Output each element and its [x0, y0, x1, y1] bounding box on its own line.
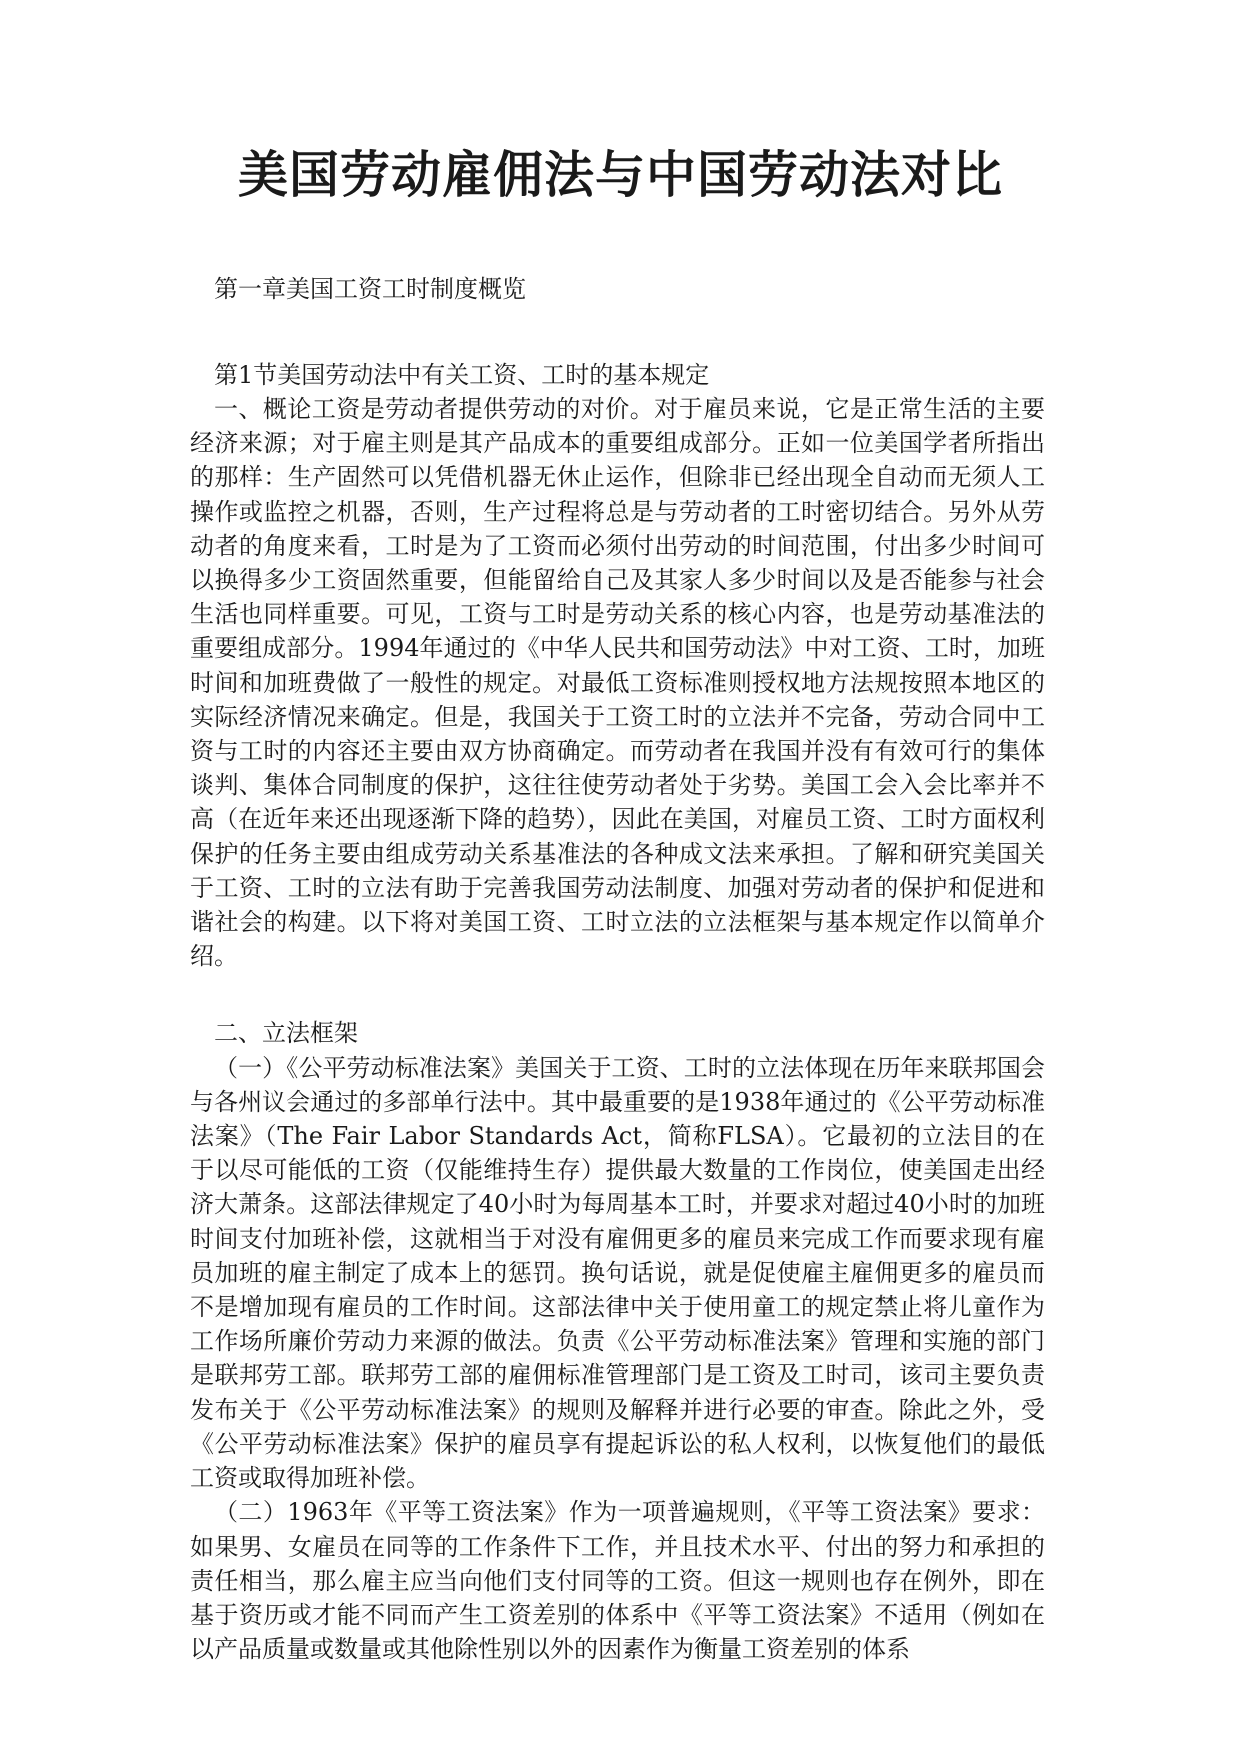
paragraph-flsa: （一）《公平劳动标准法案》美国关于工资、工时的立法体现在历年来联邦国会与各州议会通过的多部单行法中。其中最重要的是1938年通过的《公平劳动标准法案》（The Fair Labor Standards Act，简称FLSA）。它最初的立法目的在于以尽可能低的工资（仅能维持生存）提供最大数量的工作岗位，使美国走出经济大萧条。这部法律规定了40小时为每周基本工时，并要求对超过40小时的加班时间支付加班补偿，这就相当于对没有雇佣更多的雇员来完成工作而要求现有雇员加班的雇主制定了成本上的惩罚。换句话说，就是促使雇主雇佣更多的雇员而不是增加现有雇员的工作时间。这部法律中关于使用童工的规定禁止将儿童作为工作场所廉价劳动力来源的做法。负责《公平劳动标准法案》管理和实施的部门是联邦劳工部。联邦劳工部的雇佣标准管理部门是工资及工时司，该司主要负责发布关于《公平劳动标准法案》的规则及解释并进行必要的审查。除此之外，受《公平劳动标准法案》保护的雇员享有提起诉讼的私人权利，以恢复他们的最低工资或取得加班补偿。: [190, 1053, 1045, 1493]
paragraph-overview: 一、概论工资是劳动者提供劳动的对价。对于雇员来说，它是正常生活的主要经济来源；对于雇主则是其产品成本的重要组成部分。正如一位美国学者所指出的那样：生产固然可以凭借机器无休止运作，但除非已经出现全自动而无须人工操作或监控之机器，否则，生产过程将总是与劳动者的工时密切结合。另外从劳动者的角度来看，工时是为了工资而必须付出劳动的时间范围，付出多少时间可以换得多少工资固然重要，但能留给自己及其家人多少时间以及是否能参与社会生活也同样重要。可见，工资与工时是劳动关系的核心内容，也是劳动基准法的重要组成部分。1994年通过的《中华人民共和国劳动法》中对工资、工时，加班时间和加班费做了一般性的规定。对最低工资标准则授权地方法规按照本地区的实际经济情况来确定。但是，我国关于工资工时的立法并不完备，劳动合同中工资与工时的内容还主要由双方协商确定。而劳动者在我国并没有有效可行的集体谈判、集体合同制度的保护，这往往使劳动者处于劣势。美国工会入会比率并不高（在近年来还出现逐渐下降的趋势），因此在美国，对雇员工资、工时方面权利保护的任务主要由组成劳动关系基准法的各种成文法来承担。了解和研究美国关于工资、工时的立法有助于完善我国劳动法制度、加强对劳动者的保护和促进和谐社会的构建。以下将对美国工资、工时立法的立法框架与基本规定作以简单介绍。: [190, 395, 1045, 971]
paragraph-equal-pay-act: （二）1963年《平等工资法案》作为一项普遍规则，《平等工资法案》要求：如果男、女雇员在同等的工作条件下工作，并且技术水平、付出的努力和承担的责任相当，那么雇主应当向他们支付同等的工资。但这一规则也存在例外，即在基于资历或才能不同而产生工资差别的体系中《平等工资法案》不适用（例如在以产品质量或数量或其他除性别以外的因素作为衡量工资差别的体系: [190, 1498, 1045, 1664]
document-body: [190, 272, 1045, 1666]
chapter-heading: 第一章美国工资工时制度概览: [214, 275, 526, 303]
section-heading: 第1节美国劳动法中有关工资、工时的基本规定: [214, 361, 710, 389]
subheading-legislative-framework: 二、立法框架: [214, 1019, 358, 1048]
document-title: 美国劳动雇佣法与中国劳动法对比: [238, 145, 1003, 204]
